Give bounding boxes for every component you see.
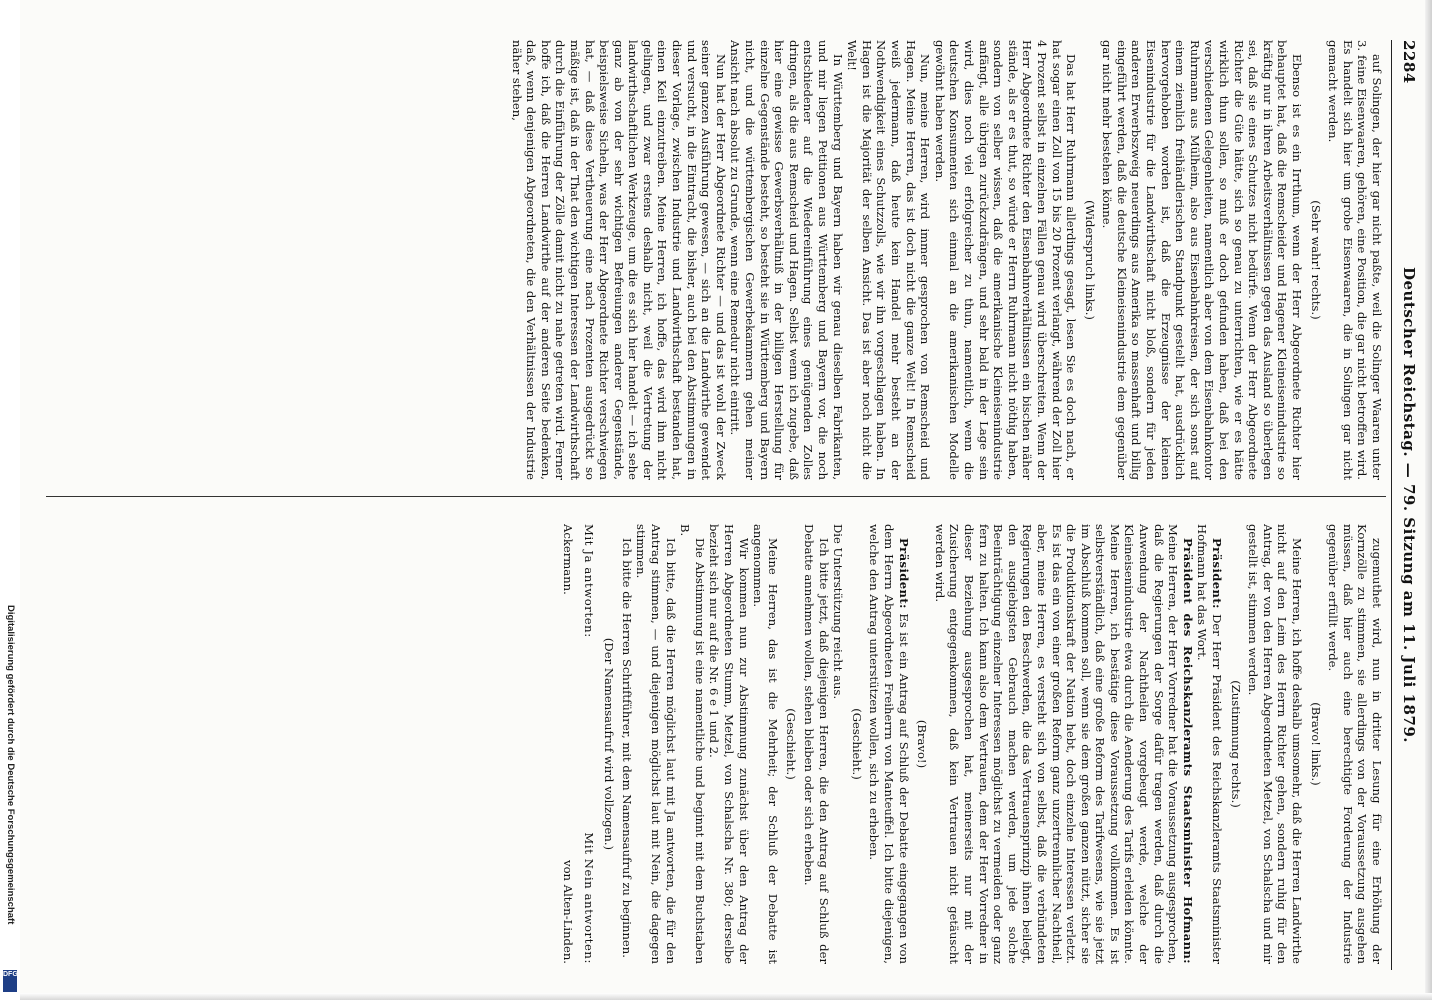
paragraph: Das hat Herr Ruhrmann allerdings gesagt, lesen Sie es doch nach, er hat sogar einen Zoll von 15 bis 20 Prozent verlangt, während der Zoll hier 4 Prozent selbst in einzelnen Fällen genau wird überschreiten. Wenn der Herr Abgeordnete Richter den Eisenbahnverhältnissen ein bischen näher stände, als er es thut, so würde er Herrn Ruhrmann nicht nöthig haben, sondern von selber wissen, daß die amerikanische Kleineisenindustrie anfängt, alle übrigen zurückzudrängen, und sehr bald in der Lage sein wird, dies noch viel erfolgreicher zu thun, namentlich, wenn die deutschen Konsumenten sich einmal an die amerikanischen Modelle gewöhnt haben werden. [932,40,1079,480]
stage-direction: (Der Namensaufruf wird vollzogen.) [602,637,617,851]
stage-direction: (Bravo! links.) [1308,702,1323,786]
paragraph [932,524,1195,964]
no-label: Mit Nein antworten: [581,832,596,964]
stage-direction: (Geschieht.) [849,708,864,780]
digitization-credit-bar [0,0,20,1000]
paragraph-text: Es ist ein Antrag auf Schluß der Debatte eingegangen von dem Herrn Abgeordneten Freiherrn von Manteuffel. Ich bitte diejenigen, welche den Antrag unterstützen wollen, sich zu erheben. [867,524,911,964]
vote-names [561,524,576,964]
vote-labels [581,524,596,964]
paragraph: Ich bitte die Herren Schriftführer, mit dem Namensaufruf zu beginnen. [619,538,634,958]
paragraph: Die Abstimmung ist eine namentliche und beginnt mit dem Buchstaben B. [678,524,707,964]
paragraph-text: Meine Herren, der Herr Vorredner hat die Voraussetzung ausgesprochen, daß die Regierungen der Sorge dafür tragen werden, daß durch die Anwendung der Nachtheilen vorgebeugt werde, welche der Kleineisenindustrie etwa durch die Aenderung des Tarifs erleiden könnte. Meine Herren, ich bestätige diese Voraussetzung vollkommen. Es ist selbstverständlich, daß eine große Reform des Tarifwesens, wie sie jetzt im Abschluß kommen soll, wenn sie dem großen ganzen nützt, sicher sie die Produktionskraft der Nation hebt, doch einzelne Interessen verletzt. Es ist das ein von einer großen Reform ganz unzertrennlicher Nachtheil, aber, meine Herren, es versteht sich von selbst, daß die verbündeten Regierungen den Beschwerden, die das Vertrauensprinzip ihnen beilegt, den ausgiebigsten Gebrauch machen werden, um jede solche Beeinträchtigung einzelner Interessen möglichst zu vermeiden oder ganz fern zu halten. Ich kann also dem Vertrauen, dem der Herr Vorredner in dieser Beziehung ausgesprochen hat, meinerseits nur mit der Zusicherung entgegenkommen, daß kein Vertrauen nicht getäuscht werden wird. [932,524,1181,964]
no-first-name: von Alten-Linden. [561,860,576,964]
speaker-name: Präsident des Reichskanzleramts Staatsminister Hofmann: [1180,538,1195,964]
speaker-name: Präsident: [896,538,911,609]
dfg-logo: DFG [3,970,17,992]
yes-first-name: Ackermann. [561,524,576,595]
right-column [44,524,1384,964]
stage-direction: (Geschieht.) [784,708,799,780]
paragraph: Meine Herren, das ist die Mehrheit; der Schluß der Debatte ist angenommen. [751,524,780,964]
header-rule [1391,40,1392,970]
rotated-page-content [20,10,1420,995]
column-rule [46,496,1386,497]
paragraph: Nun hat der Herr Abgeordnete Richter — und das ist wohl der Zweck seiner ganzen Ausführung gewesen, — sich an die Landwirthe gewendet und versucht, in die Eintracht, die bisher, auch bei den Abstimmungen in dieser Vorlage, zwischen Industrie und Landwirthschaft bestanden hat, einen Keil einzutreiben. Meine Herren, ich hoffe, das wird ihm nicht gelingen, und zwar erstens deshalb nicht, weil die Vertretung der landwirthschaftlichen Werkzeuge, um die es sich hier handelt — ich sehe ganz ab von der sehr wichtigen Befreiungen anderer Gegenstände, beispielsweise Sicheln, was der Herr Abgeordnete Richter verschwiegen hat, — daß diese Vertheuerung eine nach Prozenten ausgedrückt so mäßige ist, daß in der That den wichtigen Interessen der Landwirthschaft durch die Einführung der Zölle damit nicht zu nahe getreten wird. Ferner hoffe ich, daß die Herren Landwirthe auf der anderen Seite bedenken, daß, wenn denjenigen Abgeordneten, die den Verhältnissen der Industrie näher stehen, [509,40,728,480]
paragraph: Ich bitte jetzt, daß diejenigen Herren, die den Antrag auf Schluß der Debatte annehmen wollen, stehen bleiben oder sich erheben. [802,524,831,964]
stage-direction: (Widerspruch links.) [1082,200,1097,320]
scan-edge-right [1425,0,1432,1000]
paragraph-text: Der Herr Präsident des Reichskanzleramts Staatsminister Hofmann hat das Wort. [1195,524,1225,964]
right-column-body [602,524,1384,964]
paragraph: In Württemberg und Bayern haben wir genau dieselben Fabrikanten, und mir liegen Petitionen aus Württemberg und Bayern vor, die noch entschiedener auf die Wiedereinführung eines genügenden Zolles dringen, als die aus Remscheid und Hagen. Selbst wenn ich zugebe, daß hier eine gewisse Gewerbsverhältniß in der billigen Herstellung für einzelne Gegenstände besteht, so besteht sie in Württemberg und Bayern nicht, und die württembergischen Gewerbekammern gehen meiner Ansicht nach absolut zu Grunde, wenn eine Remedur nicht eintritt. [728,40,845,480]
page-header [1392,40,1418,970]
paragraph: Meine Herren, ich hoffe deshalb umsomehr, daß die Herren Landwirthe nicht auf den Leim des Herrn Richter gehen, sondern ruhig für den Antrag, der von den Herren Abgeordneten Metzel, von Schalscha und mir gestellt ist, stimmen werden. [1246,524,1305,964]
paragraph [1195,524,1224,964]
paragraph: Wir kommen nun zur Abstimmung zunächst über den Antrag der Herren Abgeordneten Stumm, Metzel, von Schalscha Nr. 380; derselbe bezieht sich nur auf die Nr. 6 e 1 und 2. [707,524,751,964]
paragraph: Ich bitte, daß die Herren möglichst laut mit Ja antworten, die für den Antrag stimmen, — und diejenigen möglichst laut mit Nein, die dagegen stimmen. [634,524,678,964]
page-title: Deutscher Reichstag. — 79. Sitzung am 11. Juli 1879. [1400,266,1418,744]
speaker-name: Präsident: [1210,538,1225,609]
scan-edge-bottom [20,993,1432,1000]
paragraph [867,524,911,964]
stage-direction: (Zustimmung rechts.) [1228,680,1243,808]
yes-label: Mit Ja antworten: [581,524,596,638]
page-number: 2284 [1400,40,1418,84]
paragraph: auf Solingen, der hier gar nicht paßte, weil die Solinger Waaren unter 3. feine Eisenwaaren, gehören, eine Position, die gar nicht betroffen wird. Es handelt sich hier um grobe Eisenwaaren, die in Solingen gar nicht gemacht werden. [1326,40,1384,480]
paragraph: zugemuthet wird, nun in dritter Lesung für eine Erhöhung der Kornzölle zu stimmen, sie allerdings von der Voraussetzung ausgehen müssen, daß hier auch eine berechtigte Forderung der Industrie gegenüber erfüllt werde. [1326,524,1384,964]
paragraph: Nun, meine Herren, wird immer gesprochen von Remscheid und Hagen. Meine Herren, das ist doch nicht die ganze Welt! In Remscheid weiß jedermann, daß heute kein Handel mehr besteht an der Nothwendigkeit eines Schutzzolls, wie wir ihn vorgeschlagen haben. In Hagen ist die Majorität der selben Ansicht. Das ist aber noch nicht die Welt! [845,40,933,480]
digitization-credit-text: Digitalisierung gefördert durch die Deutsche Forschungsgemeinschaft [5,605,16,925]
paragraph: Die Unterstützung reicht aus. [831,524,846,700]
stage-direction: (Bravo!) [915,719,930,769]
paragraph: Ebenso ist es ein Irrthum, wenn der Herr Abgeordnete Richter hier behauptet hat, daß die Remscheider und Hagener Kleineisenindustrie so kräftig nur in ihren Arbeitsverhältnissen gegen das Ausland so überlegen sei, daß sie eines Schutzes nicht bedürfe. Wenn der Herr Abgeordnete Richter die Güte hätte, sich so genau zu unterrichten, wie er es hätte wirklich thun sollen, so muß er doch gefunden haben, daß bei den verschiedenen Gelegenheiten, namentlich aber von dem Eisenbahnkontor Ruhrmann aus Mülheim, also aus Eisenbahnkreisen, der sich sonst auf einem ziemlich freihändlerischen Standpunkt gestellt hat, ausdrücklich hervorgehoben worden ist, daß die Erzeugnisse der kleinen Eisenindustrie für die Landwirthschaft nicht bloß, sondern für jeden anderen Erwerbszweig neuerdings aus Amerika so massenhaft und billig eingeführt werden, daß die deutsche Kleineisenindustrie dem gegenüber gar nicht mehr bestehen könne. [1100,40,1305,480]
stage-direction: (Sehr wahr! rechts.) [1308,200,1323,320]
left-column [44,40,1384,480]
